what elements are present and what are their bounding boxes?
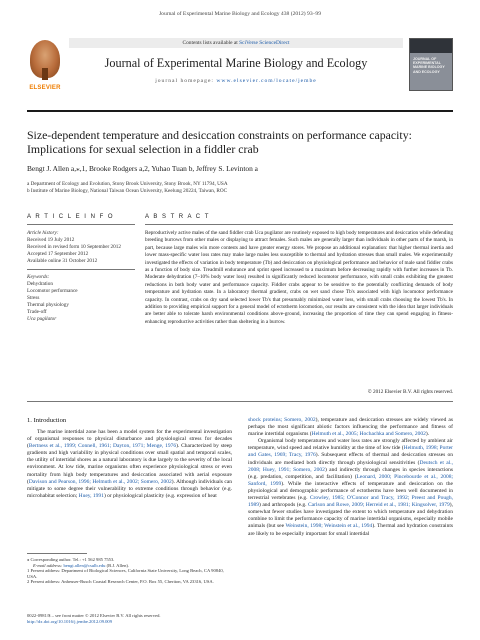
citation-link[interactable]: Helmuth, 1998; Porter and Gates, 1969; Tracy, 1976 xyxy=(248,445,453,459)
affiliation-b: b Institute of Marine Biology, National Taiwan Ocean University, Keelung 20224, Taiwan, ROC xyxy=(27,188,228,194)
citation-link[interactable]: Helmuth et al., 2005; Hochachka and Somero, 2002 xyxy=(311,431,426,438)
keyword: Stress xyxy=(27,295,40,301)
article-info-heading: A R T I C L E I N F O xyxy=(27,214,115,220)
contents-availability: Contents lists available at SciVerse ScienceDirect xyxy=(69,38,403,48)
email-link[interactable]: bengt.allen@csulb.edu xyxy=(63,562,106,568)
article-title: Size-dependent temperature and desiccation constraints on performance capacity: Implications for sexual selection in a fiddler crab xyxy=(27,128,412,156)
history-online: Available online 31 October 2012 xyxy=(27,258,98,264)
introduction-heading: 1. Introduction xyxy=(27,417,67,424)
citation-link[interactable]: Leonard, 2000; Pincebourde et al., 2008; Sanford, 1999 xyxy=(248,473,453,487)
history-label: Article history: xyxy=(27,230,59,236)
citation-link[interactable]: Bertness et al., 1999; Connell, 1961; Dayton, 1971; Menge, 1976 xyxy=(28,443,177,450)
journal-cover-thumbnail[interactable] xyxy=(409,38,453,91)
issn-line: 0022-0981/$ – see front matter © 2012 Elsevier B.V. All rights reserved. xyxy=(27,613,161,618)
intro-paragraph: The marine intertidal zone has been a model system for the experimental investigation of organismal responses to physical disturbance and physiological stress for decades (Bertness et al., 1999; Connell, 1961; Dayton, 1971; Menge, 1976). Characterized by steep gradients and high variability in physical conditions over small spatial and temporal scales, the utility of intertidal shores as a natural laboratory is due largely to the severity of the local environment. At low tide, marine organisms often experience physiological stress or even mortality from high body temperatures and desiccation associated with aerial exposure (Davison and Pearson, 1996; Helmuth et al., 2002; Somero, 2002). Although individuals can mitigate to some degree their vulnerability to extreme conditions through behavior (e.g. microhabitat selection; Huey, 1991) or physiological plasticity (e.g. expression of heat xyxy=(27,429,232,499)
citation-link[interactable]: Davison and Pearson, 1996; Helmuth et al., 2002; Somero, 2002 xyxy=(28,478,172,485)
journal-title[interactable]: Journal of Experimental Marine Biology and Ecology xyxy=(104,56,368,70)
citation-link[interactable]: shock proteins; Somero, 2002 xyxy=(248,417,316,423)
abstract-rule xyxy=(145,224,453,225)
history-received: Received 19 July 2012 xyxy=(27,237,75,243)
doi-link[interactable]: http://dx.doi.org/10.1016/j.jembe.2012.09.009 xyxy=(27,618,113,624)
citation-link[interactable]: Carlson and Rowe, 2009; Herreid et al., 1981; Kingsolver, 1979 xyxy=(308,502,450,509)
footnote-1: 1 Present address: Department of Biological Sciences, California State University, Long Beach, CA 90840, USA. xyxy=(27,568,224,579)
keyword: Uca pugilator xyxy=(27,316,57,322)
intro-paragraph: Organismal body temperatures and water loss rates are strongly affected by ambient air temperature, wind speed and relative humidity at the time of low tide (Helmuth, 1998; Porter and Gates, 1969; Tracy, 1976). Subsequent effects of thermal and desiccation stresses on individuals are mediated both directly through physiological sensitivities (Deutsch et al., 2008; Huey, 1991; Somero, 2002) and indirectly through changes in species interactions (e.g. predation, competition, and facilitation) (Leonard, 2000; Pincebourde et al., 2008; Sanford, 1999). While the interactive effects of temperature and desiccation on the physiological and demographic performance of ectotherms have been well documented in terrestrial vertebrates (e.g. Crowley, 1985; O'Connor and Tracy, 1992; Preest and Pough, 1989) and arthropods (e.g. Carlson and Rowe, 2009; Herreid et al., 1981; Kingsolver, 1979), somewhat fewer studies have investigated the extent to which temperature and dehydration combine to limit the performance capacity of marine intertidal organisms, especially mobile animals (but see Weinstein, 1998; Weinstein et al., 1994). Thermal and hydration constraints are likely to be especially important for small intertidal xyxy=(248,438,453,537)
abstract-copyright: © 2012 Elsevier B.V. All rights reserved. xyxy=(367,389,453,395)
journal-masthead xyxy=(27,38,453,91)
footnote-rule xyxy=(27,553,87,554)
keyword: Trade-off xyxy=(27,309,47,315)
abstract-text: Reproductively active males of the sand fiddler crab Uca pugilator are routinely exposed to high body temperatures and desiccation while defending breeding burrows from other males or displaying to attract females. Such males are generally larger than individuals in other parts of the marsh, in part, because large males win more contests and have greater energy stores. We propose an additional explanation: that higher thermal inertia and lower mass-specific water loss rates may make large males less susceptible to thermal and hydration stresses than small males. We experimentally investigated the effects of variation in body temperature (Tb) and desiccation on physiological performance and behavior of male sand fiddler crabs as a function of body size. Treadmill endurance and sprint speed increased to a maximum before decreasing rapidly with further increases in Tb. Moderate dehydration (7–10% body water loss) resulted in significantly reduced locomotor performance, with small crabs exhibiting the greatest reductions in both body water and performance capacity. Fiddler crabs appear to be sensitive to the potentially conflicting demands of body temperature and hydration state. In a laboratory thermal gradient, crabs on wet sand chose Tb's associated with high locomotor performance capacity. In contrast, crabs on dry sand selected lower Tb's that presumably minimized water loss, with small crabs choosing the lowest Tb's. In addition to providing empirical support for a general model of ectotherm locomotion, our results are consistent with the idea that larger individuals are better able to tolerate harsh environmental conditions above-ground, increasing the proportion of time they can spend engaging in fitness-enhancing reproductive activities rather than sheltering in a burrow. xyxy=(145,230,453,325)
affiliation-a: a Department of Ecology and Evolution, Stony Brook University, Stony Brook, NY 11794, USA xyxy=(27,181,228,187)
journal-homepage: journal homepage: www.elsevier.com/locate/jembe xyxy=(155,78,317,84)
masthead-divider xyxy=(27,110,453,112)
citation-link[interactable]: Crowley, 1985; O'Connor and Tracy, 1992; Preest and Pough, 1989 xyxy=(248,495,453,509)
citation-link[interactable]: Deutsch et al., 2008; Huey, 1991; Somero, 2002 xyxy=(248,459,453,473)
keyword: Locomotor performance xyxy=(27,288,78,294)
citation-link[interactable]: Huey, 1991 xyxy=(78,492,104,499)
author-list: Bengt J. Allen a,⁎,1, Brooke Rodgers a,2, Yuhao Tuan b, Jeffrey S. Levinton a xyxy=(27,164,258,173)
journal-banner xyxy=(69,38,403,91)
history-revised: Received in revised form 10 September 2012 xyxy=(27,244,121,250)
front-matter-divider xyxy=(27,401,453,402)
homepage-link[interactable]: www.elsevier.com/locate/jembe xyxy=(216,78,317,84)
footnote-2: 2 Present address: Anheuser-Busch Coastal Research Center, P.O. Box 55, Cheriton, VA 23316, USA. xyxy=(27,579,214,585)
intro-right-column xyxy=(248,417,453,538)
running-head: Journal of Experimental Marine Biology and Ecology 438 (2012) 93–99 xyxy=(158,11,322,17)
intro-paragraph-continued: shock proteins; Somero, 2002), temperature and desiccation stresses are widely viewed as perhaps the most significant abiotic factors influencing the performance and fitness of marine intertidal organisms (Helmuth et al., 2005; Hochachka and Somero, 2002). xyxy=(248,417,453,438)
cover-title: JOURNAL OF EXPERIMENTAL MARINE BIOLOGY AND ECOLOGY xyxy=(413,57,445,74)
keywords-label: Keywords: xyxy=(27,274,50,280)
email-note: E-mail address: bengt.allen@csulb.edu (B.J. Allen). xyxy=(33,562,130,568)
footnotes xyxy=(27,557,232,585)
keyword: Dehydration xyxy=(27,281,53,287)
abstract-heading: A B S T R A C T xyxy=(145,214,210,220)
elsevier-logo[interactable] xyxy=(27,38,63,91)
citation-link[interactable]: Weinstein, 1998; Weinstein et al., 1994 xyxy=(285,523,373,530)
page-footer xyxy=(27,613,161,625)
intro-left-column xyxy=(27,429,232,500)
corresponding-author-note: ⁎ Corresponding author. Tel.: +1 562 985 7553. xyxy=(27,557,115,562)
info-rule xyxy=(27,224,135,225)
keyword: Thermal physiology xyxy=(27,302,69,308)
history-accepted: Accepted 17 September 2012 xyxy=(27,251,89,257)
publisher-logo-text: ELSEVIER xyxy=(29,85,61,91)
sciencedirect-link[interactable]: SciVerse ScienceDirect xyxy=(239,40,290,46)
